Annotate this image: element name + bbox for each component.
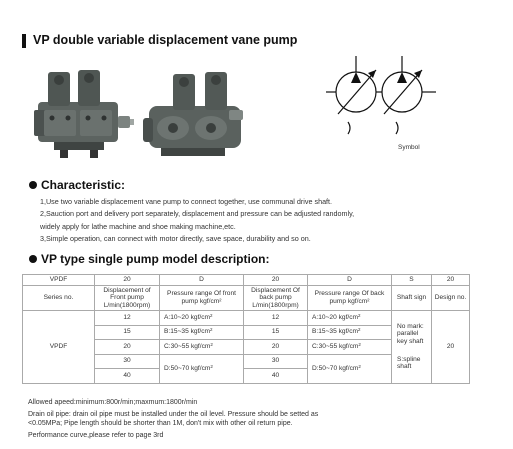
- hydraulic-symbol-icon: [326, 56, 436, 138]
- model-header-row: [23, 286, 470, 311]
- front-pressure-cell: B:15~35 kgf/$cm^2$: [160, 325, 244, 340]
- characteristic-heading: Characteristic:: [41, 178, 126, 192]
- series-cell: VPDF: [23, 311, 95, 384]
- header-cell: Design no.: [432, 286, 470, 311]
- code-cell: D: [160, 275, 244, 286]
- front-displacement-cell: 15: [95, 325, 160, 340]
- front-pressure-cell: D:50~70 kgf/$cm^2$: [160, 354, 244, 383]
- header-cell: Displacement of Front pump L/min(1800rpm): [95, 286, 160, 311]
- model-code-row: [23, 275, 470, 286]
- back-displacement-cell: 30: [244, 354, 308, 369]
- front-displacement-cell: 20: [95, 340, 160, 355]
- front-pressure-cell: C:30~55 kgf/$cm^2$: [160, 340, 244, 355]
- model-heading: VP type single pump model description:: [41, 252, 270, 266]
- performance-note: Performance curve,please refer to page 3rd: [28, 432, 164, 439]
- pump-photo-front: [34, 62, 134, 162]
- header-cell: Displacement Of back pump L/min(1800rpm): [244, 286, 308, 311]
- shaft-sign-cell: No mark: parallel key shaft S:spline shaft: [392, 311, 432, 384]
- code-cell: 20: [244, 275, 308, 286]
- code-cell: VPDF: [23, 275, 95, 286]
- back-pressure-cell: C:30~55 kgf/$cm^2$: [308, 340, 392, 355]
- back-displacement-cell: 15: [244, 325, 308, 340]
- model-bullet: [29, 255, 37, 263]
- header-cell: Series no.: [23, 286, 95, 311]
- speed-note: Allowed apeed:minimum:800r/min;maxmum:1800r/min: [28, 399, 198, 406]
- header-cell: Shaft sign: [392, 286, 432, 311]
- characteristic-line: widely apply for lathe machine and shoe making machine,etc.: [40, 221, 236, 231]
- back-displacement-cell: 20: [244, 340, 308, 355]
- code-cell: S: [392, 275, 432, 286]
- table-row: [23, 311, 470, 326]
- front-pressure-cell: A:10~20 kgf/$cm^2$: [160, 311, 244, 326]
- page-title: VP double variable displacement vane pump: [33, 33, 298, 47]
- back-displacement-cell: 12: [244, 311, 308, 326]
- characteristic-line: 2,Sauction port and delivery port separately, displacement and pressure can be adjusted randomly,: [40, 209, 355, 219]
- title-accent-bar: [22, 34, 26, 48]
- front-displacement-cell: 30: [95, 354, 160, 369]
- back-pressure-cell: D:50~70 kgf/$cm^2$: [308, 354, 392, 383]
- header-cell: Pressure range Of back pump kgf/cm²: [308, 286, 392, 311]
- code-cell: D: [308, 275, 392, 286]
- back-pressure-cell: B:15~35 kgf/$cm^2$: [308, 325, 392, 340]
- front-displacement-cell: 12: [95, 311, 160, 326]
- drain-note-line: Drain oil pipe: drain oil pipe must be installed under the oil level. Pressure should be setted as: [28, 411, 319, 418]
- drain-note-line: <0.05MPa; Pipe length should be shorter than 1M, don't mix with other oil return pipe.: [28, 419, 293, 427]
- pump-photo-side: [143, 66, 245, 166]
- drain-note: [28, 411, 498, 428]
- header-cell: Pressure range Of front pump kgf/cm²: [160, 286, 244, 311]
- back-displacement-cell: 40: [244, 369, 308, 384]
- characteristic-list: [40, 196, 500, 246]
- symbol-label: Symbol: [398, 144, 420, 151]
- design-no-cell: 20: [432, 311, 470, 384]
- front-displacement-cell: 40: [95, 369, 160, 384]
- characteristic-line: 3,Simple operation, can connect with motor directly, save space, durability and so on.: [40, 234, 311, 244]
- code-cell: 20: [432, 275, 470, 286]
- characteristic-line: 1,Use two variable displacement vane pump to connect together, use communal drive shaft.: [40, 197, 333, 206]
- code-cell: 20: [95, 275, 160, 286]
- characteristic-bullet: [29, 181, 37, 189]
- back-pressure-cell: A:10~20 kgf/$cm^2$: [308, 311, 392, 326]
- model-description-table: [22, 274, 470, 384]
